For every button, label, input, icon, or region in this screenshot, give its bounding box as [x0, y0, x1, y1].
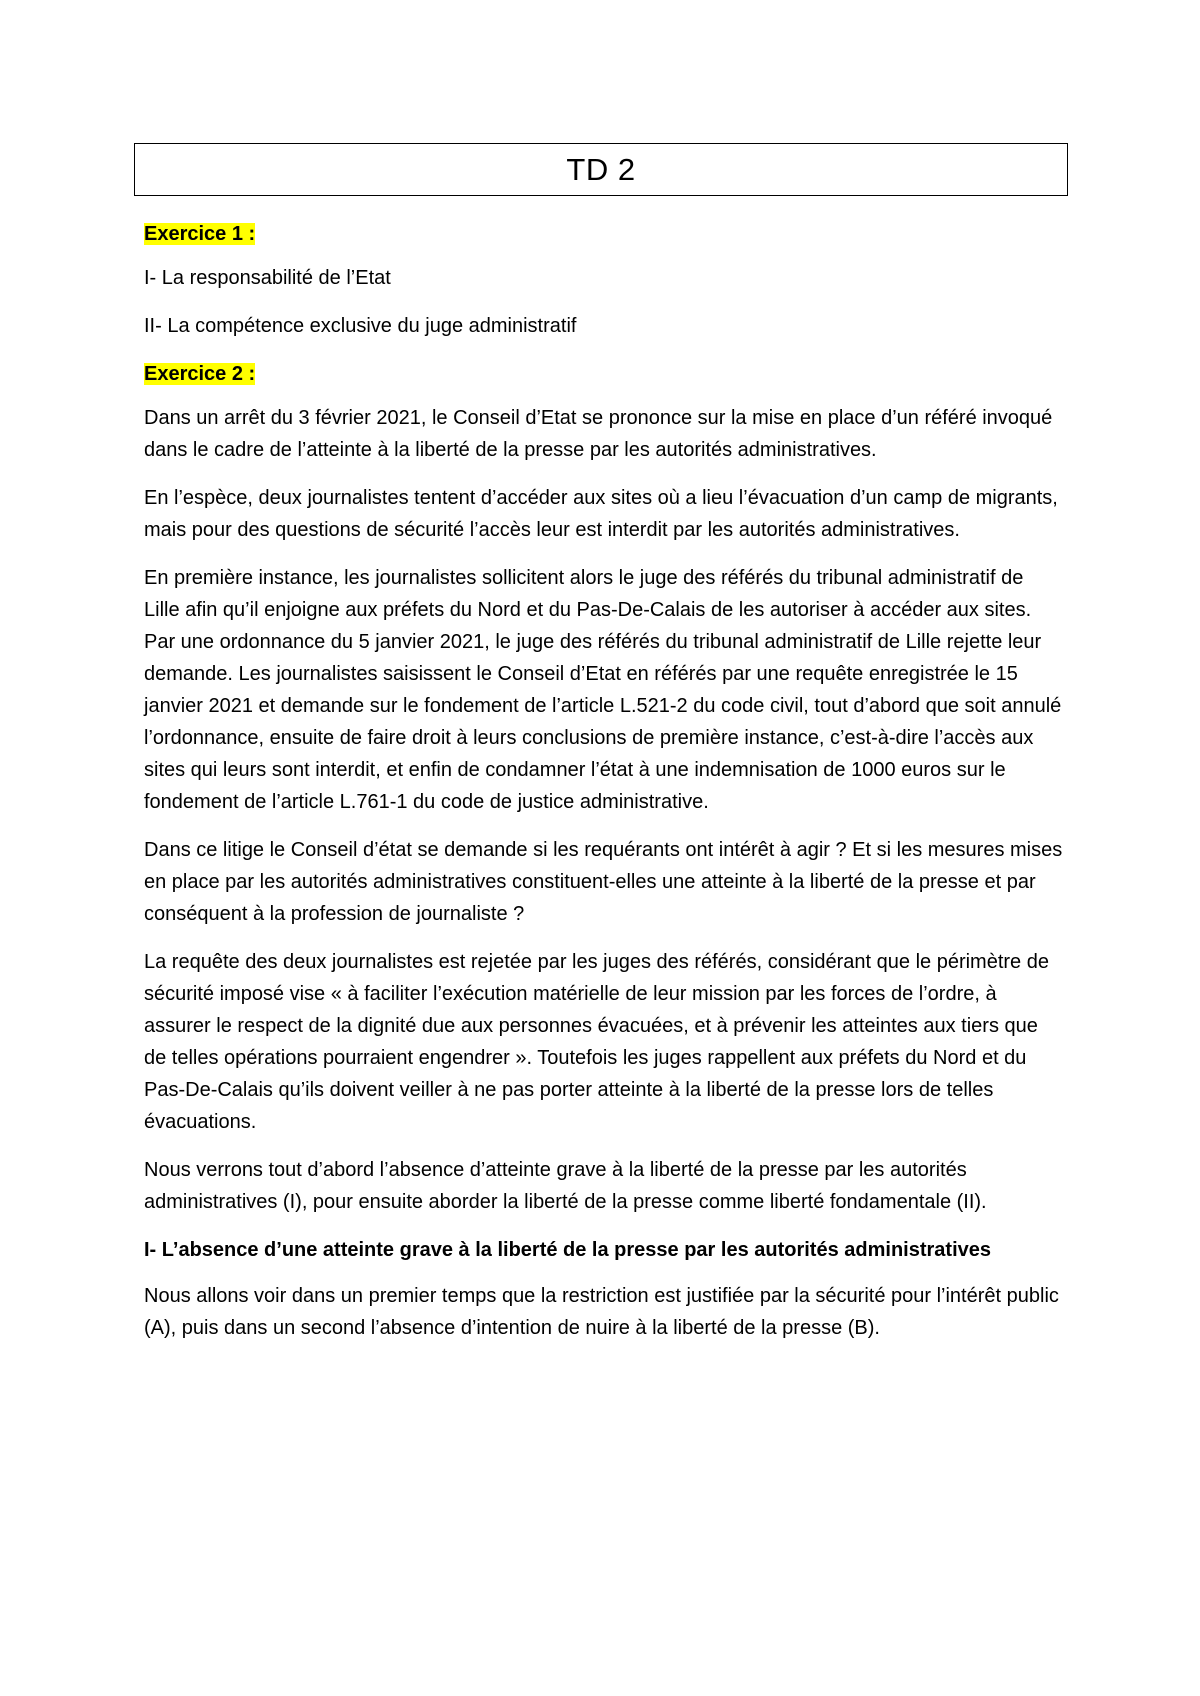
paragraph-problem: Dans ce litige le Conseil d’état se demande si les requérants ont intérêt à agir ? Et si les mesures mises en place par les autorités administratives constituent-elles une atteinte à la liberté de la presse et par conséquent à la profession de journaliste ? [144, 839, 1063, 925]
title-box [134, 143, 1068, 196]
section-title: I- L’absence d’une atteinte grave à la liberté de la presse par les autorités administratives [144, 1239, 992, 1261]
document-body [144, 218, 1064, 1360]
exercice-1-heading-line [144, 218, 1064, 250]
exercice-2-heading: Exercice 2 : [144, 363, 256, 385]
exercice-2-heading-line [144, 358, 1064, 390]
exercice-1-item: II- La compétence exclusive du juge administratif [144, 315, 577, 337]
document-title: TD 2 [566, 151, 636, 187]
section-paragraph: Nous allons voir dans un premier temps que la restriction est justifiée par la sécurité pour l’intérêt public (A), puis dans un second l’absence d’intention de nuire à la liberté de la presse (B). [144, 1285, 1059, 1339]
paragraph-facts: En l’espèce, deux journalistes tentent d’accéder aux sites où a lieu l’évacuation d’un camp de migrants, mais pour des questions de sécurité l’accès leur est interdit par les autorités administratives. [144, 487, 1058, 541]
paragraph-solution: La requête des deux journalistes est rejetée par les juges des référés, considérant que le périmètre de sécurité imposé vise « à faciliter l’exécution matérielle de leur mission par les forces de l’ordre, à assurer le respect de la dignité due aux personnes évacuées, et à prévenir les atteintes aux tiers que de telles opérations pourraient engendrer ». Toutefois les juges rappellent aux préfets du Nord et du Pas-De-Calais qu’ils doivent veiller à ne pas porter atteinte à la liberté de la presse lors de telles évacuations. [144, 951, 1049, 1133]
paragraph-procedure: En première instance, les journalistes sollicitent alors le juge des référés du tribunal administratif de Lille afin qu’il enjoigne aux préfets du Nord et du Pas-De-Calais de les autoriser à accéder aux sites. Par une ordonnance du 5 janvier 2021, le juge des référés du tribunal administratif de Lille rejette leur demande. Les journalistes saisissent le Conseil d’Etat en référés par une requête enregistrée le 15 janvier 2021 et demande sur le fondement de l’article L.521-2 du code civil, tout d’abord que soit annulé l’ordonnance, ensuite de faire droit à leurs conclusions de première instance, c’est-à-dire l’accès aux sites qui leurs sont interdit, et enfin de condamner l’état à une indemnisation de 1000 euros sur le fondement de l’article L.761-1 du code de justice administrative. [144, 567, 1062, 813]
paragraph-intro: Dans un arrêt du 3 février 2021, le Conseil d’Etat se prononce sur la mise en place d’un référé invoqué dans le cadre de l’atteinte à la liberté de la presse par les autorités administratives. [144, 407, 1053, 461]
exercice-1-heading: Exercice 1 : [144, 223, 256, 245]
paragraph-plan: Nous verrons tout d’abord l’absence d’atteinte grave à la liberté de la presse par les autorités administratives (I), pour ensuite aborder la liberté de la presse comme liberté fondamentale (II). [144, 1159, 987, 1213]
exercice-1-item: I- La responsabilité de l’Etat [144, 267, 391, 289]
